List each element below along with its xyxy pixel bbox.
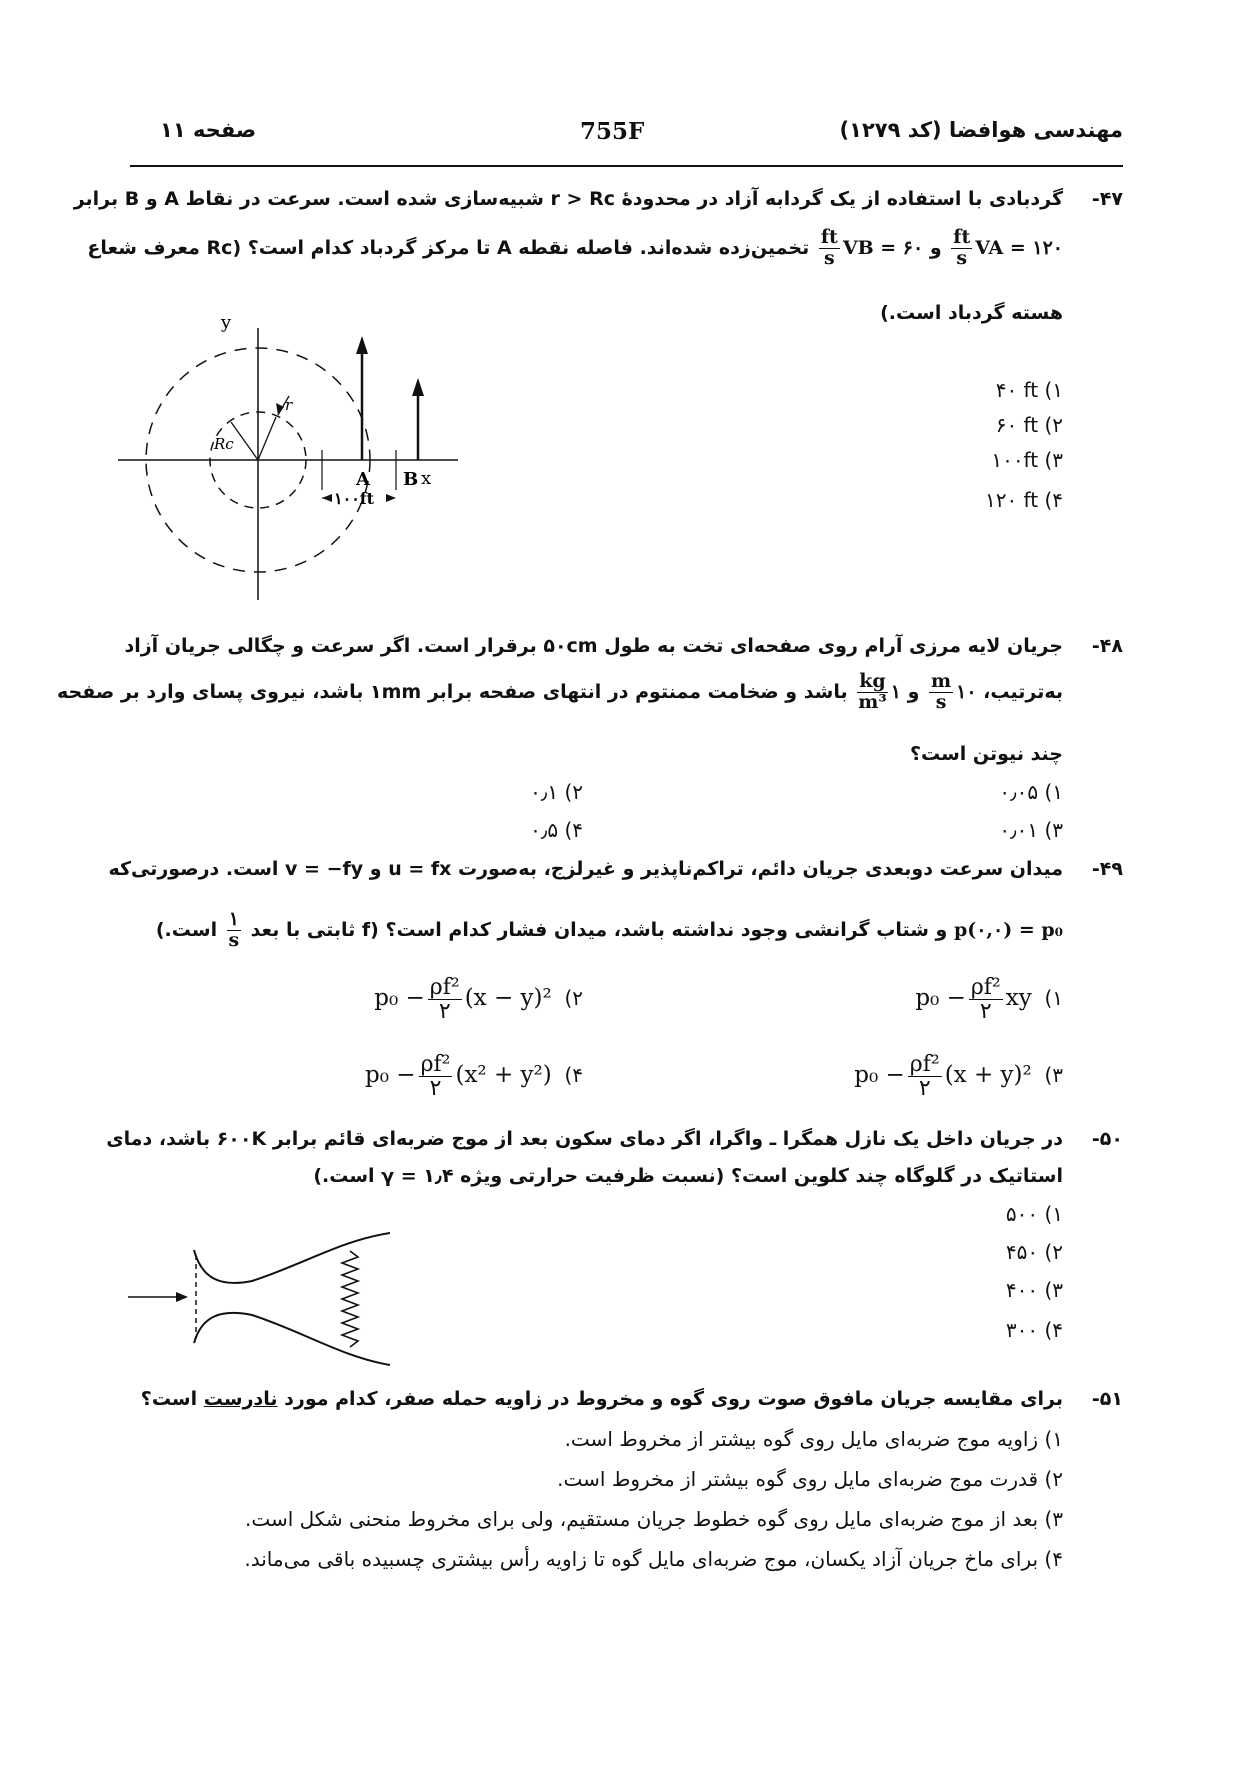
q48-option-2[interactable]: ۰٫۱ (۲ (530, 780, 583, 804)
q49-option-4[interactable]: p₀ − $\frac{\text{ρf²}}{۲}$ (x² + y²) (۴ (365, 1052, 583, 1102)
m-per-s-fraction: $\frac{m}{s}$ (931, 670, 952, 713)
q49-text-line1: میدان سرعت دوبعدی جریان دائم، تراکم‌ناپذیر و غیرلزج، به‌صورت u = fx و v = −fy است. درصورتی‌که (108, 858, 1063, 880)
kg-per-m3-fraction: $\frac{kg}{\text{m³}}$ (858, 670, 887, 713)
dimension-arrow-left (322, 494, 332, 502)
dimension-arrow-right (386, 494, 396, 502)
q51-option-1[interactable]: ۱) زاویه موج ضربه‌ای مایل روی گوه بیشتر از مخروط است. (564, 1427, 1063, 1451)
r-pointer-arrowhead (276, 403, 284, 415)
q49-option-2[interactable]: p₀ − $\frac{\text{ρf²}}{۲}$ (x − y)² (۲ (374, 975, 583, 1025)
q48-option-4[interactable]: ۰٫۵ (۴ (530, 818, 583, 842)
q47-text-line1: گردبادی با استفاده از یک گردابه آزاد در محدودهٔ r > Rc شبیه‌سازی شده است. سرعت در نقاط A و B برابر (73, 188, 1063, 210)
booklet-code: 755F (580, 118, 645, 145)
q50-option-2[interactable]: ۴۵۰ (۲ (1005, 1240, 1063, 1264)
nozzle-lower-wall (194, 1313, 390, 1365)
point-a-label: A (356, 469, 370, 490)
q49-option-1[interactable]: p₀ − $\frac{\text{ρf²}}{۲}$ xy (۱ (915, 975, 1063, 1025)
header-divider (130, 165, 1123, 167)
page-number: صفحه ۱۱ (160, 118, 257, 142)
q48-text-line3: چند نیوتن است؟ (909, 743, 1063, 765)
y-axis-label: y (221, 312, 232, 333)
rc-label: Rc (214, 435, 234, 453)
q51-option-4[interactable]: ۴) برای ماخ جریان آزاد یکسان، موج ضربه‌ای مایل گوه تا زاویه رأس بیشتری چسبیده باقی می‌ماند. (244, 1547, 1063, 1571)
q51-option-2[interactable]: ۲) قدرت موج ضربه‌ای مایل روی گوه بیشتر از مخروط است. (557, 1467, 1063, 1491)
q50-text-line2: استاتیک در گلوگاه چند کلوین است؟ (نسبت ظرفیت حرارتی ویژه ۱٫۴ = γ است.) (313, 1165, 1063, 1187)
question-number-47: -۴۷ (1091, 188, 1123, 210)
q50-option-4[interactable]: ۳۰۰ (۴ (1005, 1318, 1063, 1342)
q47-option-3[interactable]: ۱۰۰ft (۳ (991, 448, 1063, 472)
question-number-51: -۵۱ (1091, 1388, 1123, 1410)
q48-text-line1: جریان لایه مرزی آرام روی صفحه‌ای تخت به طول ۵۰cm برقرار است. اگر سرعت و چگالی جریان آزاد (124, 635, 1063, 657)
inverse-seconds-fraction: $\frac{۱}{s}$ (228, 908, 240, 951)
exam-subject: مهندسی هوافضا (کد ۱۲۷۹) (839, 118, 1123, 142)
q47-option-1[interactable]: ۴۰ ft (۱ (995, 378, 1063, 402)
question-number-48: -۴۸ (1091, 635, 1123, 657)
ft-per-s-fraction: $\frac{ft}{s}$ (953, 226, 971, 269)
q50-text-line1: در جریان داخل یک نازل همگرا ـ واگرا، اگر دمای سکون بعد از موج ضربه‌ای قائم برابر ۶۰۰K باشد، دمای (106, 1128, 1063, 1150)
nozzle-figure (122, 1225, 402, 1373)
flow-arrowhead (176, 1292, 188, 1302)
q47-option-2[interactable]: ۶۰ ft (۲ (995, 413, 1063, 437)
question-number-50: -۵۰ (1091, 1128, 1123, 1150)
q49-option-3[interactable]: p₀ − $\frac{\text{ρf²}}{۲}$ (x + y)² (۳ (854, 1052, 1063, 1102)
q48-text-line2: به‌ترتیب، ۱۰ $\frac{m}{s}$ و ۱ $\frac{kg}{\text{m³}}$ باشد و ضخامت ممنتوم در انتهای صفحه برابر ۱mm باشد، نیروی پسای وارد بر صفحه (57, 670, 1063, 713)
dimension-label: ۱۰۰ft (334, 489, 375, 508)
ft-per-s-fraction: $\frac{ft}{s}$ (820, 226, 838, 269)
q51-stem: برای مقایسه جریان مافوق صوت روی گوه و مخروط در زاویه حمله صفر، کدام مورد نادرست است؟ (140, 1388, 1063, 1410)
rc-radius-line (231, 422, 258, 460)
point-b-label: B (403, 469, 419, 490)
q48-option-3[interactable]: ۰٫۰۱ (۳ (999, 818, 1063, 842)
q50-option-3[interactable]: ۴۰۰ (۳ (1005, 1278, 1063, 1302)
x-axis-label: x (421, 468, 432, 489)
velocity-arrowhead-a (356, 336, 368, 354)
r-label: r (285, 396, 293, 414)
velocity-arrowhead-b (412, 378, 424, 396)
not-correct-emphasis: نادرست (203, 1388, 278, 1410)
q50-option-1[interactable]: ۵۰۰ (۱ (1005, 1202, 1063, 1226)
q51-option-3[interactable]: ۳) بعد از موج ضربه‌ای مایل روی گوه خطوط جریان مستقیم، ولی برای مخروط منحنی شکل است. (244, 1507, 1063, 1531)
q47-text-line3: هسته گردباد است.) (880, 302, 1063, 324)
normal-shock-wave (342, 1251, 358, 1347)
vortex-figure (118, 310, 478, 602)
r-radius-line (258, 417, 276, 460)
nozzle-upper-wall (194, 1233, 390, 1283)
q49-text-line2: p(۰,۰) = p₀ و شتاب گرانشی وجود نداشته باشد، میدان فشار کدام است؟ (f ثابتی با بعد $\frac{۱}{s}$ است.) (155, 908, 1063, 951)
vb-value: VB = ۶۰ (842, 236, 924, 259)
q48-option-1[interactable]: ۰٫۰۵ (۱ (999, 780, 1063, 804)
q47-option-4[interactable]: ۱۲۰ ft (۴ (984, 488, 1063, 512)
va-value: VA = ۱۲۰ (975, 236, 1063, 259)
question-number-49: -۴۹ (1091, 858, 1123, 880)
q47-text-line2: VA = ۱۲۰ $\frac{ft}{s}$ و VB = ۶۰ $\frac{ft}{s}$ تخمین‌زده شده‌اند. فاصله نقطه A تا مرکز گردباد کدام است؟ (Rc معرف شعاع (87, 226, 1063, 269)
